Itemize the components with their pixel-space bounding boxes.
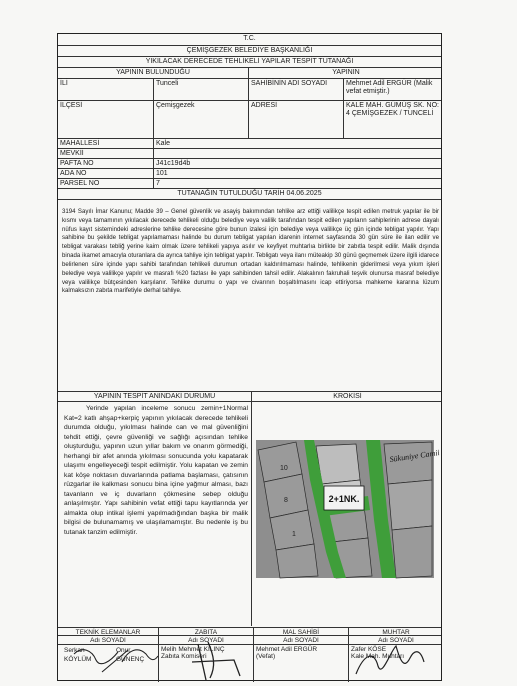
header-title	[58, 57, 441, 68]
parcel-number-3: 1	[292, 531, 296, 538]
header-line3: YIKILACAK DERECEDE TEHLİKELİ YAPILAR TESPİT TUTANAĞI	[145, 58, 354, 65]
owner-sign-name: Mehmet Adil ERGÜR	[256, 646, 318, 653]
owner-sign-note: (Vefat)	[256, 653, 276, 661]
parcel-number-2: 8	[284, 497, 288, 504]
column-divider	[251, 401, 252, 626]
mevki-row	[58, 149, 441, 159]
il-value: Tunceli	[153, 79, 248, 100]
report-date: TUTANAĞIN TUTULDUĞU TARİH 04.06.2025	[177, 190, 322, 197]
mevki-value	[153, 149, 443, 158]
sig-name-label-2: Adı SOYADI	[158, 636, 253, 644]
handwritten-signatures	[58, 632, 443, 682]
building-label: 2+1NK.	[328, 494, 360, 504]
header-line2: ÇEMİŞGEZEK BELEDİYE BAŞKANLIĞI	[186, 47, 313, 54]
muhtar-name: Zafer KÖSE	[351, 646, 387, 653]
sig-name-label-1: Adı SOYADI	[90, 637, 126, 644]
parsel-row	[58, 179, 441, 189]
tech-signature-2	[122, 650, 158, 662]
tech-name-2: Onur	[116, 647, 131, 654]
il-row	[58, 79, 441, 101]
sig-name-label-3: Adı SOYADI	[253, 636, 348, 644]
tech-surname-1: KÖYLÜM	[64, 656, 92, 663]
survey-headers	[58, 392, 441, 402]
ilce-row	[58, 101, 441, 139]
ilce-label: İLÇESİ	[60, 102, 83, 109]
survey-section	[58, 402, 441, 627]
sketch-map	[256, 440, 441, 578]
section-headers	[58, 68, 441, 79]
ada-row	[58, 169, 441, 179]
tech-surname-2: GÜNENÇ	[116, 656, 145, 663]
tech-name-1: Serkan	[64, 647, 85, 654]
zabita-name: Melih Mehmet KILINÇ	[161, 646, 225, 653]
sketch-title: KROKİSİ	[251, 392, 443, 401]
ada-value: 101	[153, 169, 443, 178]
zabita-signature	[192, 642, 240, 680]
tech-signature-1	[74, 650, 128, 672]
mahalle-value: Kale	[153, 139, 443, 148]
parsel-label: PARSEL NO	[60, 180, 100, 187]
address-value: KALE MAH. GÜMÜŞ SK. NO: 4 ÇEMİŞGEZEK / TUNCELİ	[343, 101, 443, 138]
legal-text: 3194 Sayılı İmar Kanunu; Madde 39 – Genel güvenlik ve asayiş bakımından tehlike arz ettiği valilikçe tespit edilen metruk yapılar ile bir kısmı veya tamamının yıkılacak derecede tehlikeli olduğu belediye veya valilik tarafından tespit edilen yapıların sahiplerinin adrese dayalı nüfus kayıt sistemindeki adreslerine tehlike derecesine göre bunun izalesi için belediye veya valilikçe üç gün içinde tebligat yapılır. Yapı sahibine bu şekilde tebligat yapılamaması halinde bu durum tebligat yapılan idarenin internet sayfasında 30 gün süre ile ilan edilir ve tebligat varakası tebliğ yerine kaim olmak üzere tehlikeli yapıya asılır ve keyfiyet muhtarlıa birlikte bir zabıtla tespit edilir. Malik dışında binada ikamet amacıyla oturanlara da ayrıca tahliye için tebligat yapılır. Tebligatı veya ilanı müteakip 30 günü geçmemek üzere ilgili idarece belirlenen süre içinde yapı sahibi tarafından tehlikeli durumun ortadan kaldırılmaması halinde, tehlikenin giderilmesi veya yıkım işleri belediye veya valilikçe yapılır ve masrafı %20 fazlası ile yapı sahibinden tahsil edilir. Alakalının fakruhali teşvik olunursa masraf belediye veya valilikçe bütçesinden karşılanır. Tehlike durumu o yapı ve civarının boşaltılmasını icap ettiriyorsa mahkeme kararına lüzum kalmaksızın zabıta marifetiyle derhal tahliye.	[62, 208, 439, 295]
header-tc	[58, 34, 441, 46]
zabita-title: Zabıta Komiseri	[161, 653, 207, 661]
mahalle-row	[58, 139, 441, 149]
sig-header-muhtar: MUHTAR	[348, 628, 443, 635]
sig-name-label-4: Adı SOYADI	[348, 636, 443, 644]
date-row	[58, 189, 441, 200]
il-label: İLİ	[60, 80, 68, 87]
muhtar-title: Kale Mah. Muhtarı	[351, 653, 405, 661]
survey-text: Yerinde yapılan inceleme sonucu zemin+1Normal Kat=2 katlı ahşap+kerpiç yapının yıkılacak derecede tehlikeli durumda olduğu, yıkılması halinde can ve mal güvenliğini tehdit ettiği, çevre güvenliği ve sağlığı açısından tehlike oluşturduğu, yapının uzun yıllar bakım ve onarım görmediği, herhangi bir afet anında yıkılması sonucunda yolu kapatarak ulaşımı engelleyeceği tespit edilmiştir. Yolu kapatan ve zemin kat köşe noktasın duvarlarında patlama başlaması, çatısının rüzgarlar ile kalkması sonucu bina içine yağmur alması, bazı tavanların ve iç duvarların çökmesine sebep olduğu anlaşılmıştır. Yapı sahibinin vefat ettiği tapu kayıtlarında yer almakta olup intikal işlemi yapılmadığından başka bir malik bilgisi de bulunamamış ve ulaşılamamıştır. Bu nedenle iş bu tutanak tanzim edilmiştir.	[64, 405, 248, 536]
header-line1: T.C.	[243, 35, 256, 42]
muhtar-signature	[356, 646, 424, 674]
pafta-value: J41c19d4b	[153, 159, 443, 168]
mahalle-label: MAHALLESİ	[60, 140, 100, 147]
address-label: ADRESİ	[248, 101, 343, 138]
section-location: YAPININ BULUNDUĞU	[116, 69, 190, 76]
pafta-label: PAFTA NO	[60, 160, 94, 167]
street-label: Sükuniye Camii	[389, 448, 441, 464]
owner-label: SAHİBİNİN ADI SOYADI	[248, 79, 343, 100]
owner-value: Mehmet Adil ERGÜR (Malik vefat etmiştir.)	[343, 79, 443, 100]
ilce-value: Çemişgezek	[153, 101, 248, 138]
parcel-number-1: 10	[280, 465, 288, 472]
pafta-row	[58, 159, 441, 169]
sig-header-technical: TEKNİK ELEMANLAR	[75, 629, 141, 636]
sig-header-zabita: ZABITA	[158, 628, 253, 635]
header-municipality	[58, 46, 441, 57]
ada-label: ADA NO	[60, 170, 87, 177]
parsel-value: 7	[153, 179, 443, 188]
section-building: YAPININ	[248, 68, 443, 78]
report-form	[57, 33, 442, 681]
survey-title: YAPININ TESPİT ANINDAKİ DURUMU	[93, 393, 216, 400]
mevki-label: MEVKİİ	[60, 150, 84, 157]
legal-section	[58, 200, 441, 392]
sig-header-owner: MAL SAHİBİ	[253, 628, 348, 635]
